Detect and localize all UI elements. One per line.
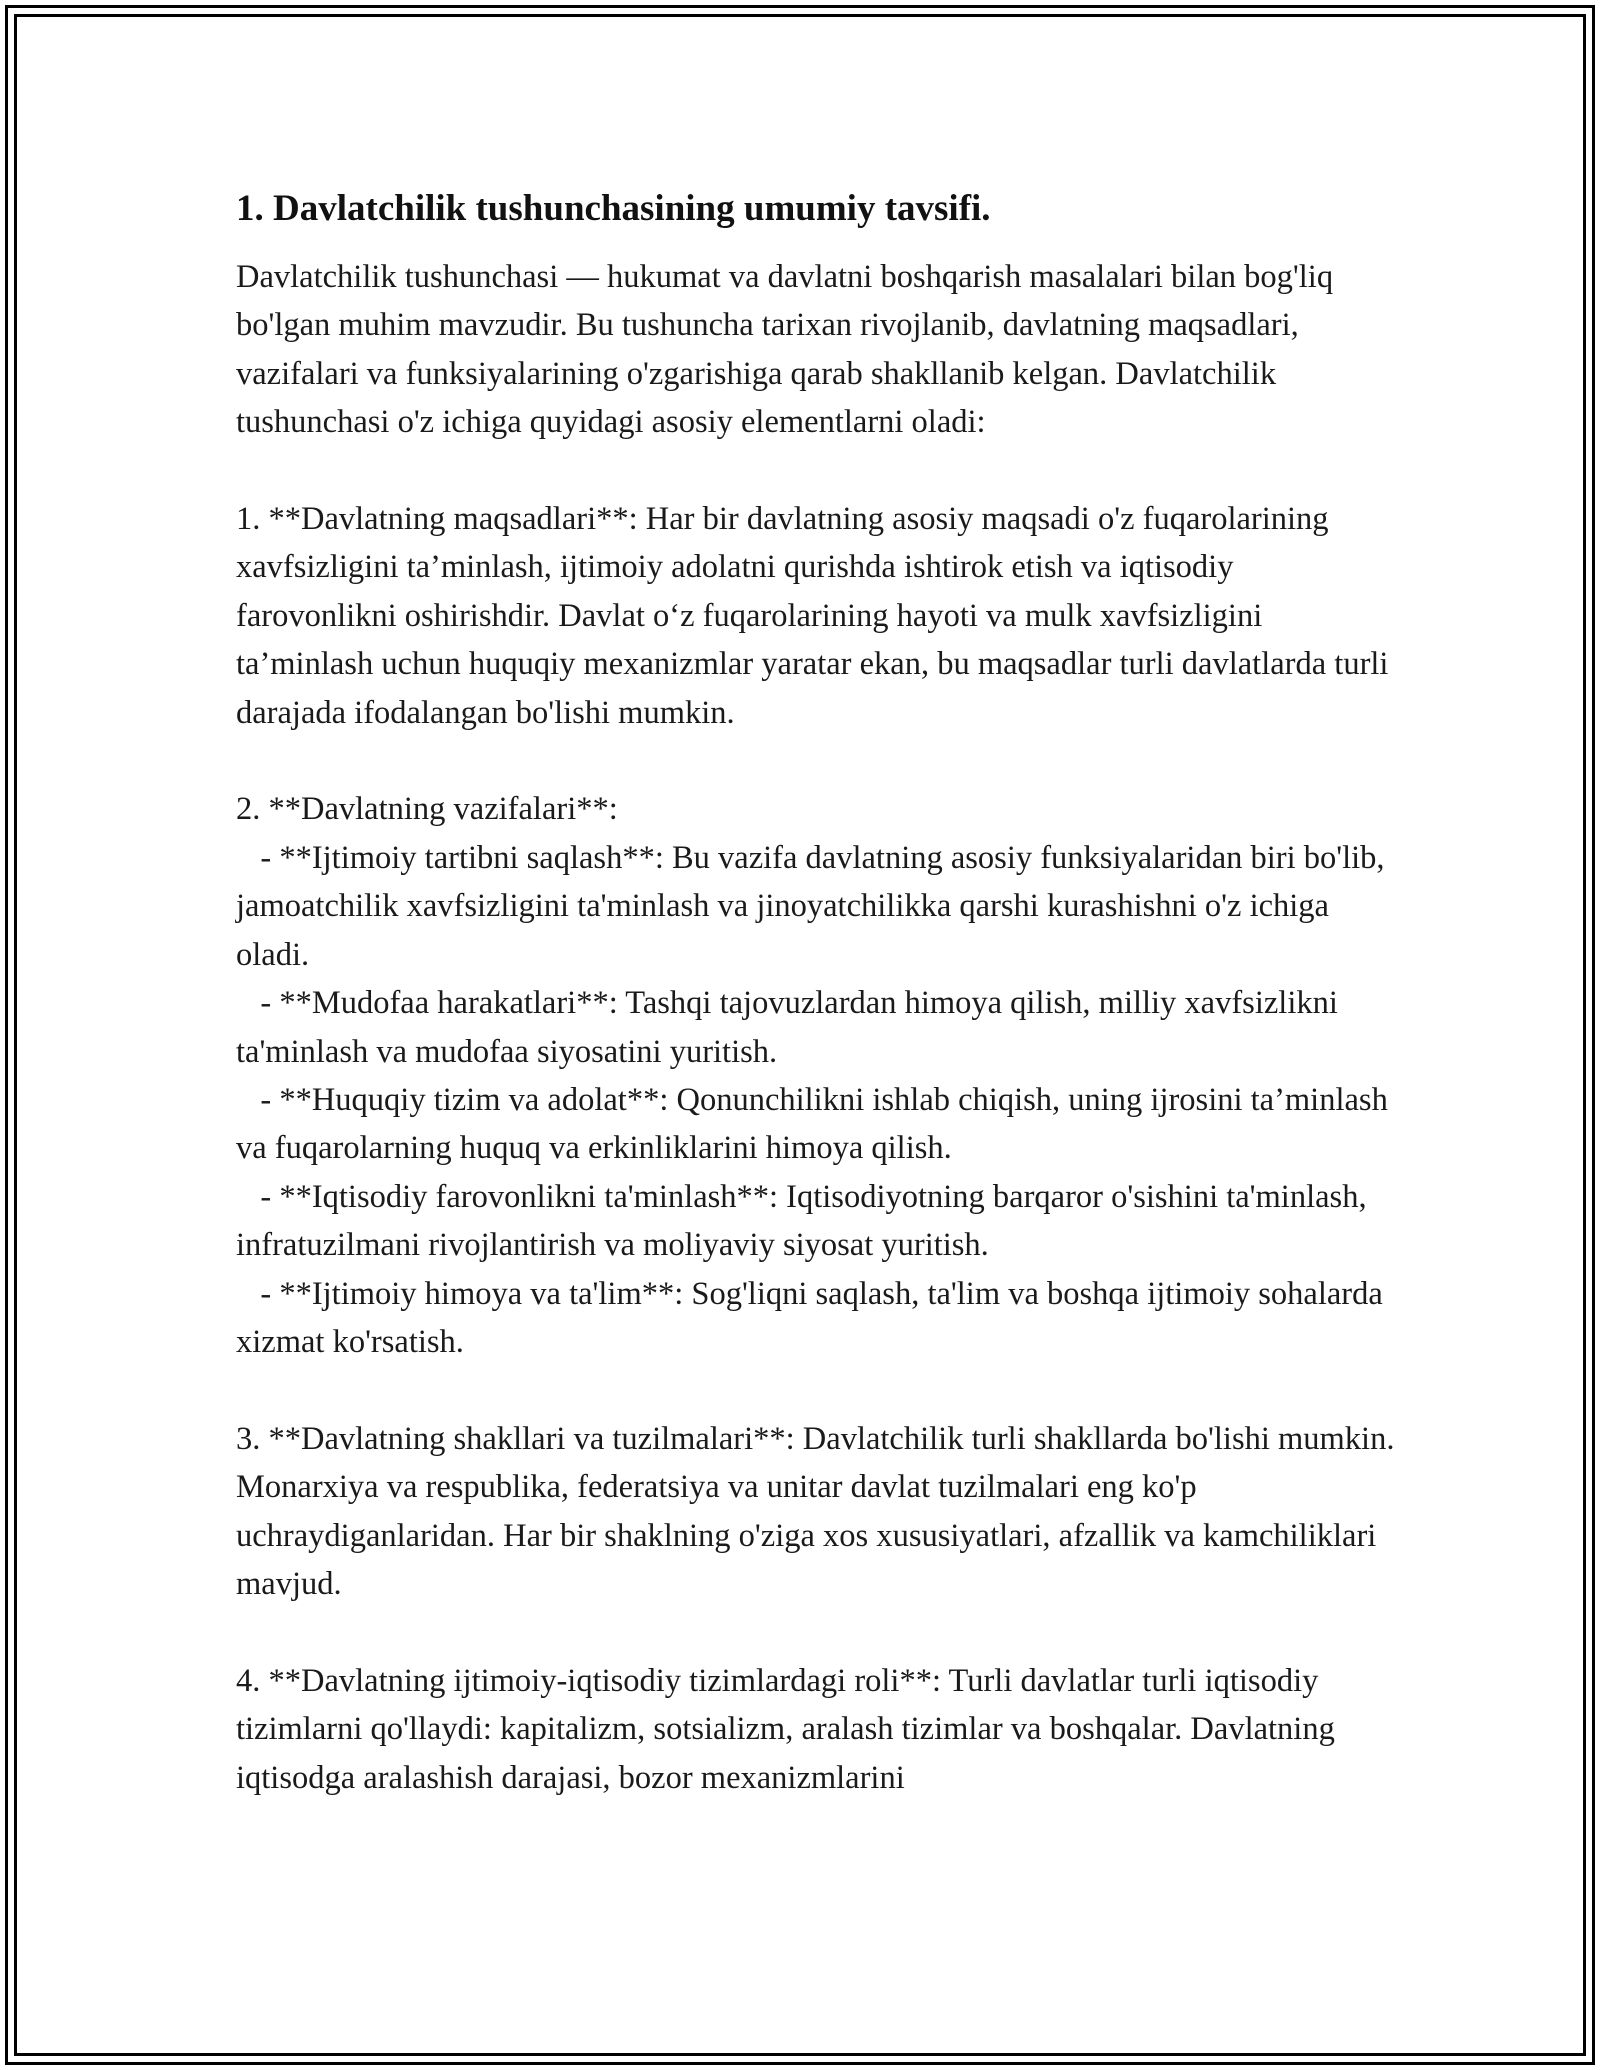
document-content bbox=[236, 185, 1396, 1802]
document-body: Davlatchilik tushunchasi — hukumat va davlatni boshqarish masalalari bilan bog'liq bo'lgan muhim mavzudir. Bu tushuncha tarixan rivojlanib, davlatning maqsadlari, vazifalari va funksiyalarining o'zgarishiga qarab shakllanib kelgan. Davlatchilik tushunchasi o'z ichiga quyidagi asosiy elementlarni oladi: 1. **Davlatning maqsadlari**: Har bir davlatning asosiy maqsadi o'z fuqarolarining xavfsizligini ta’minlash, ijtimoiy adolatni qurishda ishtirok etish va iqtisodiy farovonlikni oshirishdir. Davlat o‘z fuqarolarining hayoti va mulk xavfsizligini ta’minlash uchun huquqiy mexanizmlar yaratar ekan, bu maqsadlar turli davlatlarda turli darajada ifodalangan bo'lishi mumkin. 2. **Davlatning vazifalari**: - **Ijtimoiy tartibni saqlash**: Bu vazifa davlatning asosiy funksiyalaridan biri bo'lib, jamoatchilik xavfsizligini ta'minlash va jinoyatchilikka qarshi kurashishni o'z ichiga oladi. - **Mudofaa harakatlari**: Tashqi tajovuzlardan himoya qilish, milliy xavfsizlikni ta'minlash va mudofaa siyosatini yuritish. - **Huquqiy tizim va adolat**: Qonunchilikni ishlab chiqish, uning ijrosini ta’minlash va fuqarolarning huquq va erkinliklarini himoya qilish. - **Iqtisodiy farovonlikni ta'minlash**: Iqtisodiyotning barqaror o'sishini ta'minlash, infratuzilmani rivojlantirish va moliyaviy siyosat yuritish. - **Ijtimoiy himoya va ta'lim**: Sog'liqni saqlash, ta'lim va boshqa ijtimoiy sohalarda xizmat ko'rsatish. 3. **Davlatning shakllari va tuzilmalari**: Davlatchilik turli shakllarda bo'lishi mumkin. Monarxiya va respublika, federatsiya va unitar davlat tuzilmalari eng ko'p uchraydiganlaridan. Har bir shaklning o'ziga xos xususiyatlari, afzallik va kamchiliklari mavjud. 4. **Davlatning ijtimoiy-iqtisodiy tizimlardagi roli**: Turli davlatlar turli iqtisodiy tizimlarni qo'llaydi: kapitalizm, sotsializm, aralash tizimlar va boshqalar. Davlatning iqtisodga aralashish darajasi, bozor mexanizmlarini bbox=[236, 259, 1395, 1796]
page-title: 1. Davlatchilik tushunchasining umumiy tavsifi. bbox=[236, 188, 991, 229]
